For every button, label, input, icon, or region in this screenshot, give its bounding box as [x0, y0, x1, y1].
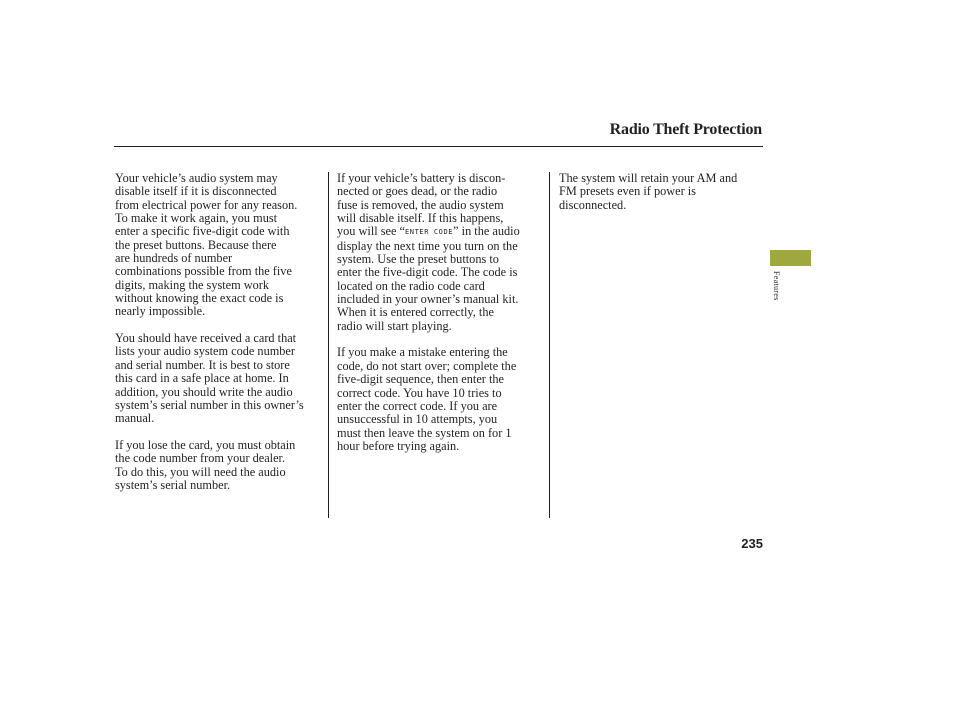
column-divider: [328, 172, 329, 518]
paragraph: If you make a mistake entering the code, do not start over; complete the five-digit sequence, then enter the correct code. You have 10 tries to enter the correct code. If you are unsuccessful in 10 attempts, you must then leave the system on for 1 hour before trying again.: [337, 345, 517, 453]
paragraph: If you lose the card, you must obtain the code number from your dealer. To do this, you will need the audio system’s serial number.: [115, 437, 296, 492]
section-tab: [770, 250, 811, 266]
column-divider: [549, 172, 550, 518]
paragraph: You should have received a card that lists your audio system code number and serial number. It is best to store this card in a safe place at home. In addition, you should write the audio system’s serial number in this owner’s manual.: [115, 331, 304, 426]
paragraph-text: ” in the audio display the next time you turn on the system. Use the preset buttons to enter the five-digit code. The code is located on the radio code card included in your owner’s manual kit. When it is entered correctly, the radio will start playing.: [337, 224, 520, 333]
text-column-1: [115, 172, 327, 506]
paragraph-text: If your vehicle’s battery is discon- nected or goes dead, or the radio fuse is removed, the audio system will disable itself. If this happens, you will see “: [337, 171, 506, 239]
text-column-2: [337, 172, 542, 467]
header-rule: [114, 146, 763, 147]
section-label: Features: [772, 271, 781, 301]
page-number: 235: [741, 536, 763, 551]
lcd-display-text: ENTER CODE: [404, 228, 454, 237]
paragraph: The system will retain your AM and FM presets even if power is disconnected.: [559, 171, 738, 212]
text-column-3: [559, 172, 764, 225]
page-title: Radio Theft Protection: [609, 121, 762, 138]
paragraph: Your vehicle’s audio system may disable itself if it is disconnected from electrical power for any reason. To make it work again, you must enter a specific five-digit code with the preset buttons. Because there are hundreds of number combinations possible from the five digits, making the system work without knowing the exact code is nearly impossible.: [115, 171, 298, 319]
paragraph: [337, 172, 542, 333]
